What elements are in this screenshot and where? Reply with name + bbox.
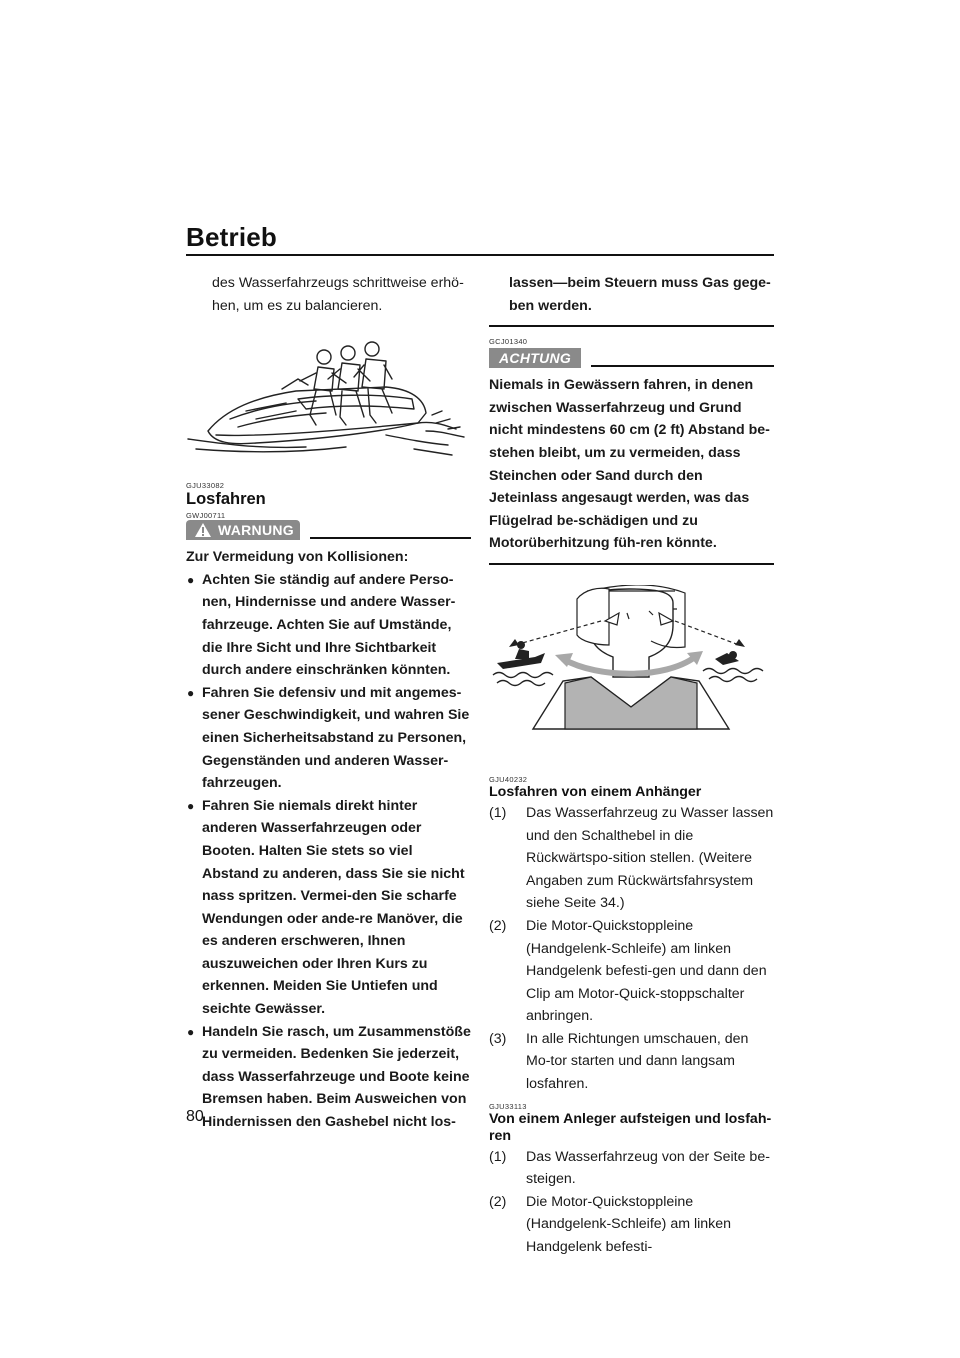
jetski-illustration [186,339,471,467]
title-rule [186,254,774,256]
list-item: ● Handeln Sie rasch, um Zusammenstöße zu vermeiden. Bedenken Sie jederzeit, dass Wasserfahrzeuge und Boote keine Bremsen haben. Beim Ausweichen von Hindernissen den Gashebel nicht los- [186,1021,471,1134]
caution-text: Niemals in Gewässern fahren, in denen zwischen Wasserfahrzeug und Grund nicht mindestens 60 cm (2 ft) Abstand be-stehen bleibt, um zu vermeiden, dass Steinchen oder Sand durch den Jeteinlass angesaugt werden, was das Flügelrad be-schädigen und zu Motorüberhitzung füh-ren könnte. [489,377,770,552]
section2-code: GJU40232 [489,774,528,784]
page-number: 80 [186,1108,204,1125]
bullet-dot: ● [187,685,195,700]
warning-code: GWJ00711 [186,511,226,521]
lookout-illustration [489,585,774,731]
list-item: ● Achten Sie ständig auf andere Perso-nen, Hindernisse und andere Wasser-fahrzeuge. Achten Sie auf Umstände, die Ihre Sicht und Ihre Sichtbarkeit durch andere einschränken könnten. [186,569,471,682]
list-item: (1) Das Wasserfahrzeug von der Seite be-steigen. [489,1148,770,1188]
list-item: (2) Die Motor-Quickstoppleine (Handgelenk-Schleife) am linken Handgelenk befesti-gen und dann den Clip am Motor-Quick-stoppschalter anbringen. [489,917,767,1025]
warning-rule [310,537,471,539]
intro-paragraph: des Wasserfahrzeugs schrittweise erhö-hen, um es zu balancieren. [212,275,464,314]
warning-lead: Zur Vermeidung von Kollisionen: [186,549,409,566]
warning-header [186,520,471,540]
dock-steps [489,1146,774,1259]
warning-end-rule [489,325,774,327]
caution-rule [591,365,774,367]
caution-end-rule [489,563,774,565]
jetski-riders-image [186,339,471,467]
section-code: GJU33082 [186,481,225,491]
caution-code: GCJ01340 [489,337,528,347]
warning-label: WARNUNG [218,521,294,538]
bullet-dot: ● [187,1024,195,1039]
list-item: (3) In alle Richtungen umschauen, den Mo-tor starten und dann langsam losfahren. [489,1030,749,1093]
section2-title: Losfahren von einem Anhänger [489,783,702,800]
right-column [489,272,774,1259]
caution-header [489,348,774,368]
list-item: (1) Das Wasserfahrzeug zu Wasser lassen und den Schalthebel in die Rückwärtspo-sition stellen. (Weitere Angaben zum Rückwärtsfahrsystem siehe Seite 34.) [489,804,774,912]
warning-continued: lassen—beim Steuern muss Gas gege-ben werden. [509,275,771,314]
bullet-dot: ● [187,798,195,813]
rider-look-around-image [489,585,774,731]
warning-bullets [186,569,471,1134]
trailer-steps [489,802,774,1096]
left-column [186,272,471,1134]
caution-badge: ACHTUNG [489,348,581,368]
list-item: ● Fahren Sie niemals direkt hinter anderen Wasserfahrzeugen oder Booten. Halten Sie stets so viel Abstand zu anderen, dass Sie sie nicht nass spritzen. Vermei-den Sie scharfe Wendungen oder ande-re Manöver, die es anderen erschweren, Ihnen auszuweichen oder Ihren Kurs zu erkennen. Meiden Sie Untiefen und seichte Gewässer. [186,795,471,1021]
list-item: ● Fahren Sie defensiv und mit angemes-sener Geschwindigkeit, und wahren Sie einen Sicherheitsabstand zu Personen, Gegenständen und anderen Wasser-fahrzeugen. [186,682,471,795]
warning-badge [186,520,300,540]
section3-code: GJU33113 [489,1101,527,1111]
section3-title: Von einem Anleger aufsteigen und losfah-ren [489,1110,772,1144]
warning-triangle-icon [194,522,212,538]
list-item: (2) Die Motor-Quickstoppleine (Handgelenk-Schleife) am linken Handgelenk befesti- [489,1193,732,1256]
bullet-dot: ● [187,572,195,587]
section-title: Losfahren [186,490,266,509]
page-title: Betrieb [186,222,277,252]
